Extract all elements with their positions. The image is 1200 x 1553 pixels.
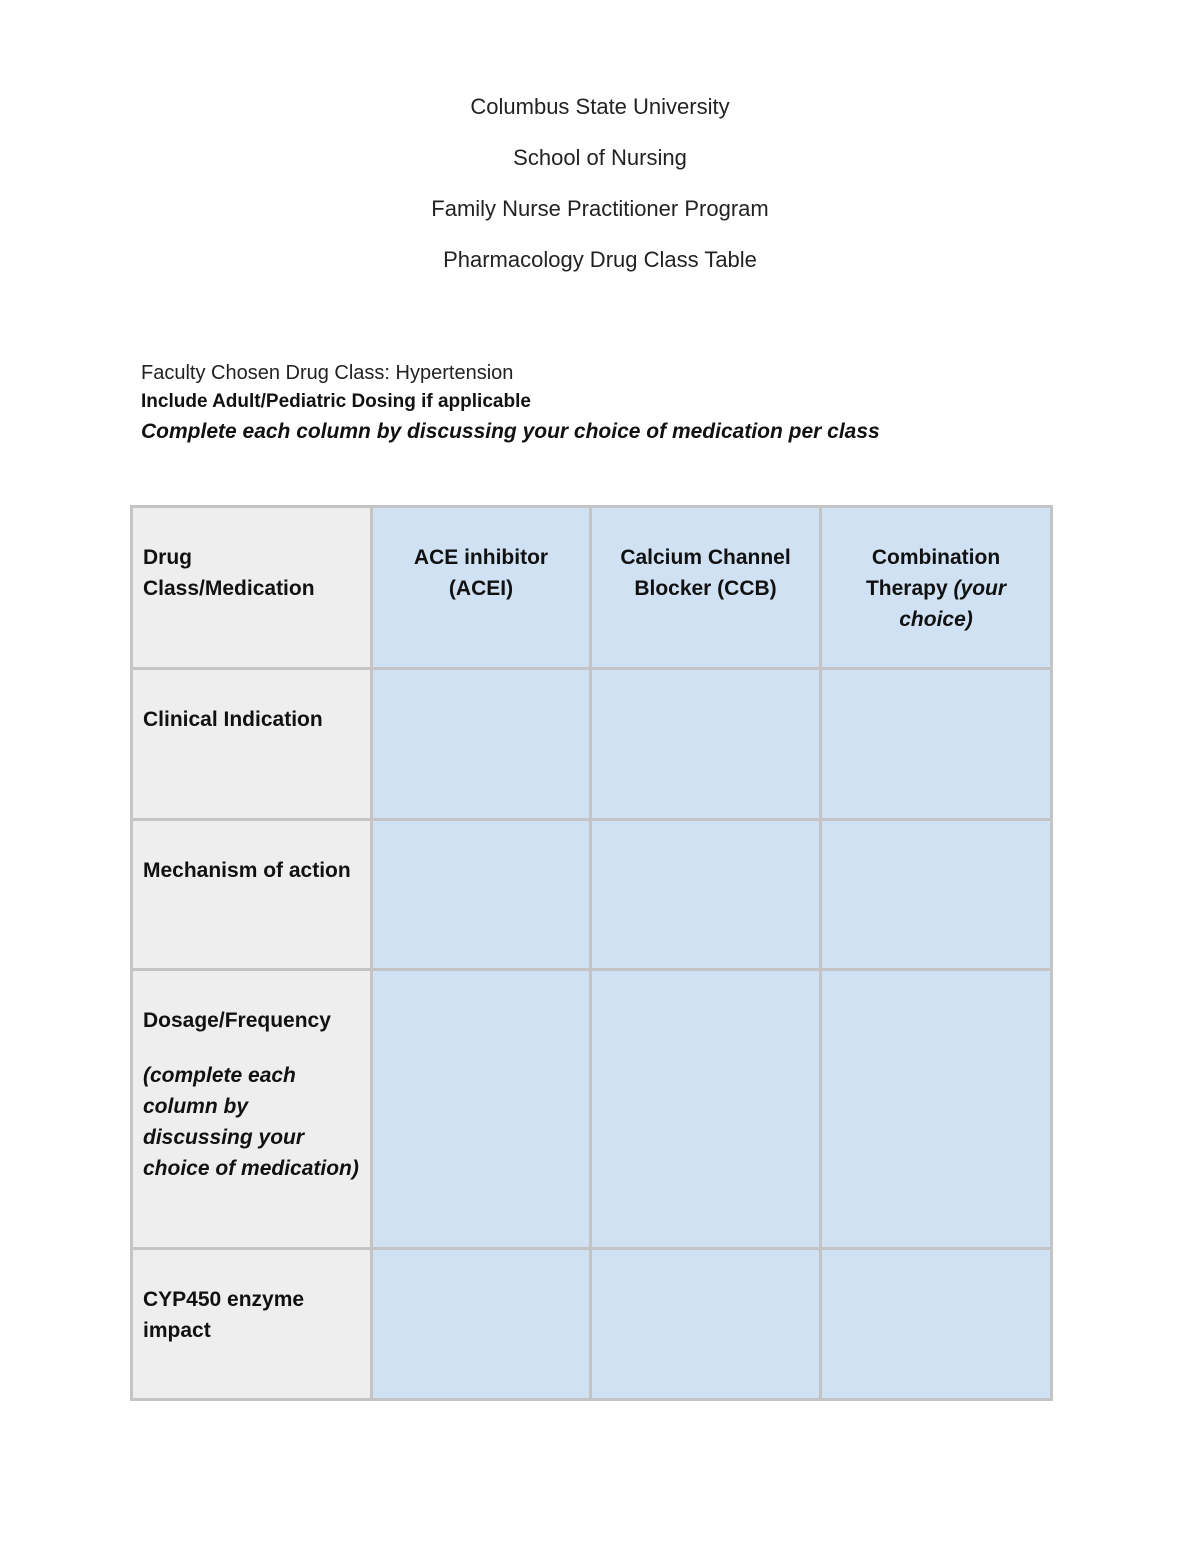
dosing-note: Include Adult/Pediatric Dosing if applicable bbox=[141, 391, 531, 412]
corner-header-cell bbox=[132, 507, 372, 669]
table-header-row bbox=[132, 507, 1052, 669]
table-cell[interactable] bbox=[591, 1249, 821, 1400]
table-cell[interactable] bbox=[372, 669, 591, 820]
column-header-ccb bbox=[591, 507, 821, 669]
table-cell[interactable] bbox=[372, 1249, 591, 1400]
table-cell[interactable] bbox=[372, 970, 591, 1249]
column-header-acei bbox=[372, 507, 591, 669]
table-row-dosage bbox=[132, 970, 1052, 1249]
school-name: School of Nursing bbox=[513, 145, 687, 170]
row-header-cell bbox=[132, 820, 372, 970]
drug-class-table bbox=[130, 505, 1053, 1401]
program-name: Family Nurse Practitioner Program bbox=[431, 196, 769, 221]
row-header-label: CYP450 enzyme impact bbox=[143, 1288, 305, 1342]
table-cell[interactable] bbox=[821, 1249, 1052, 1400]
instruction-line: Complete each column by discussing your choice of medication per class bbox=[141, 420, 880, 443]
row-header-cell bbox=[132, 669, 372, 820]
row-header-note: (complete each column by discussing your choice of medication) bbox=[143, 1064, 359, 1180]
document-title: Pharmacology Drug Class Table bbox=[443, 247, 757, 272]
table-row-mechanism bbox=[132, 820, 1052, 970]
column-header-label: Combination Therapy bbox=[865, 546, 1001, 600]
row-header-label: Clinical Indication bbox=[143, 708, 323, 731]
table-cell[interactable] bbox=[591, 669, 821, 820]
column-header-label: Calcium Channel Blocker (CCB) bbox=[620, 546, 791, 600]
university-name: Columbus State University bbox=[470, 94, 730, 119]
row-header-label: Dosage/Frequency bbox=[143, 1009, 331, 1032]
column-header-combination bbox=[821, 507, 1052, 669]
table-cell[interactable] bbox=[591, 970, 821, 1249]
row-header-label: Mechanism of action bbox=[143, 859, 351, 882]
drug-class-line: Faculty Chosen Drug Class: Hypertension bbox=[141, 362, 514, 384]
table-cell[interactable] bbox=[821, 970, 1052, 1249]
table-cell[interactable] bbox=[821, 820, 1052, 970]
row-header-cell bbox=[132, 970, 372, 1249]
table-row-cyp450 bbox=[132, 1249, 1052, 1400]
table-cell[interactable] bbox=[372, 820, 591, 970]
row-header-cell bbox=[132, 1249, 372, 1400]
table-cell[interactable] bbox=[821, 669, 1052, 820]
column-header-italic-note: (your choice) bbox=[899, 577, 1007, 631]
table-row-clinical-indication bbox=[132, 669, 1052, 820]
table-cell[interactable] bbox=[591, 820, 821, 970]
column-header-label: ACE inhibitor (ACEI) bbox=[413, 546, 549, 600]
corner-header-label: Drug Class/Medication bbox=[143, 546, 315, 600]
